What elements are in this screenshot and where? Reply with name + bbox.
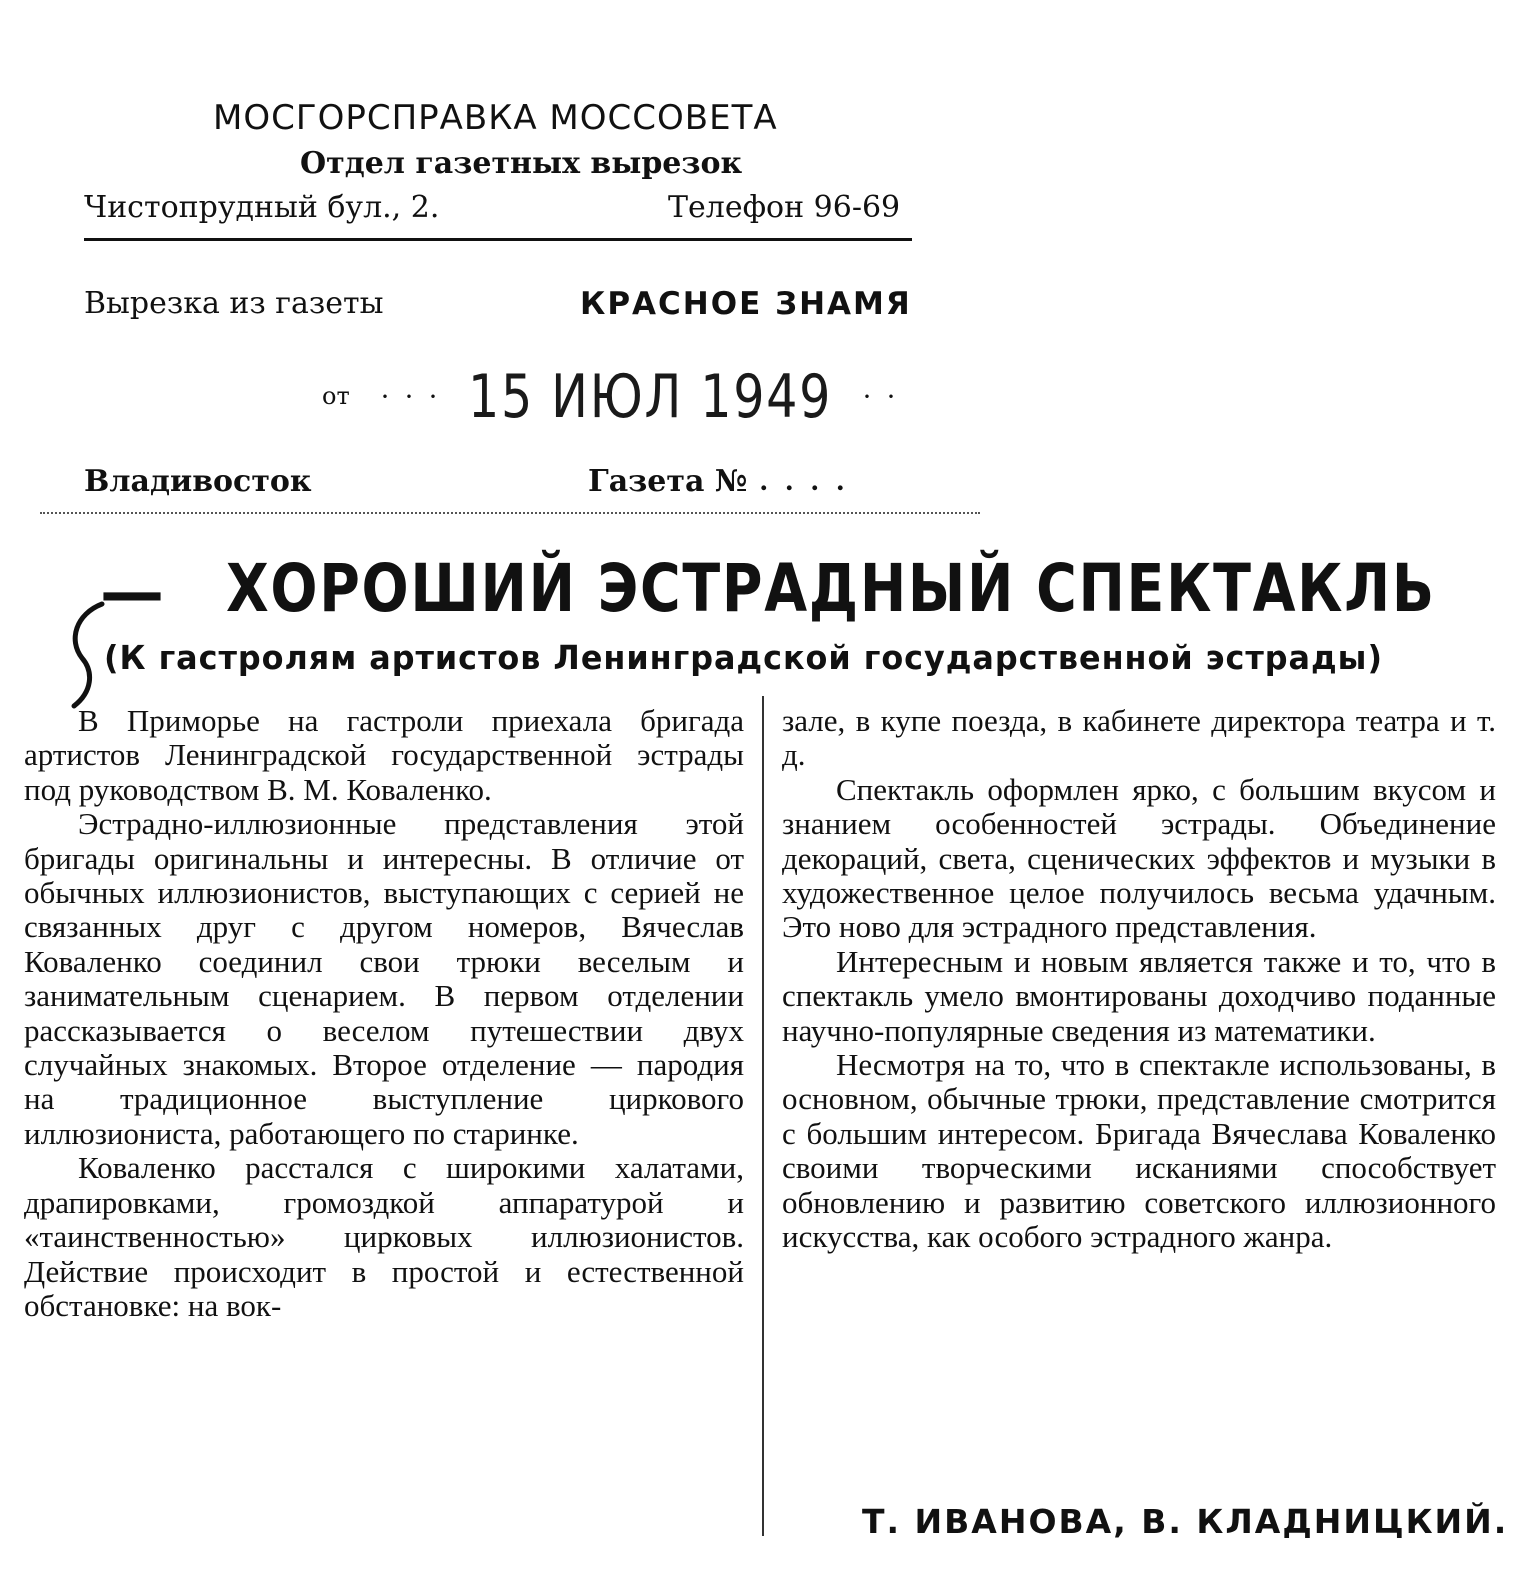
cutting-label: Вырезка из газеты [84,286,384,321]
article-subheadline: (К гастролям артистов Ленинградской государственной эстрады) [104,638,1383,677]
date-stamp: 15 ИЮЛ 1949 [468,362,833,432]
paragraph: Коваленко расстался с широкими халатами, драпировками, громоздкой аппаратурой и «таинственностью» цирковых иллюзионистов. Действие происходит в простой и естественной обстановке: на вок- [24,1150,744,1323]
paragraph: В Приморье на гастроли приехала бригада артистов Ленинградской государственной эстрады под руководством В. М. Коваленко. [24,703,744,807]
address: Чистопрудный бул., 2. [84,190,440,225]
organization-name: МОСГОРСПРАВКА МОССОВЕТА [213,98,778,138]
phone-number: Телефон 96-69 [668,190,901,225]
paragraph: Спектакль оформлен ярко, с большим вкусом и знанием особенностей эстрады. Объединение декораций, света, сценических эффектов и музыки в художественное целое получилось весьма удачным. Это ново для эстрадного представления. [782,771,1496,945]
author-signature: Т. ИВАНОВА, В. КЛАДНИЦКИЙ. [862,1502,1509,1541]
date-from-label: от [322,382,350,410]
column-divider [762,696,764,1536]
paragraph-continuation: зале, в купе поезда, в кабинете директора театра и т. д. [782,703,1496,773]
article-left-column [24,704,744,1323]
headline-dash: — [100,556,164,630]
paragraph: Несмотря на то, что в спектакле использованы, в основном, обычные трюки, представление смотрится с большим интересом. Бригада Вячеслава Коваленко своими творческими исканиями способствует обновлению и развитию советского иллюзионного искусства, как особого эстрадного жанра. [782,1047,1496,1255]
newspaper-number-label: Газета № [588,464,748,499]
newspaper-name: КРАСНОЕ ЗНАМЯ [580,286,912,322]
header-divider [84,238,912,241]
fill-dots: .... [760,464,862,497]
paragraph: Интересным и новым является также и то, что в спектакль умело вмонтированы доходчиво поданные научно-популярные сведения из математики. [782,943,1496,1048]
article-headline: ХОРОШИЙ ЭСТРАДНЫЙ СПЕКТАКЛЬ [226,550,1436,627]
city: Владивосток [84,464,312,499]
paragraph: Эстрадно-иллюзионные представления этой бригады оригинальны и интересны. В отличие от обычных иллюзионистов, выступающих с серией не связанных друг с другом номеров, Вячеслав Коваленко соединил свои трюки веселым и занимательным сценарием. В первом отделении рассказывается о веселом путешествии двух случайных знакомых. Второе отделение — пародия на традиционное выступление циркового иллюзиониста, работающего по старинке. [24,806,744,1151]
department-name: Отдел газетных вырезок [300,146,743,181]
cut-line [40,512,980,514]
fill-dots: ··· [380,380,452,413]
fill-dots: ·· [862,380,910,413]
article-right-column [782,704,1496,1255]
